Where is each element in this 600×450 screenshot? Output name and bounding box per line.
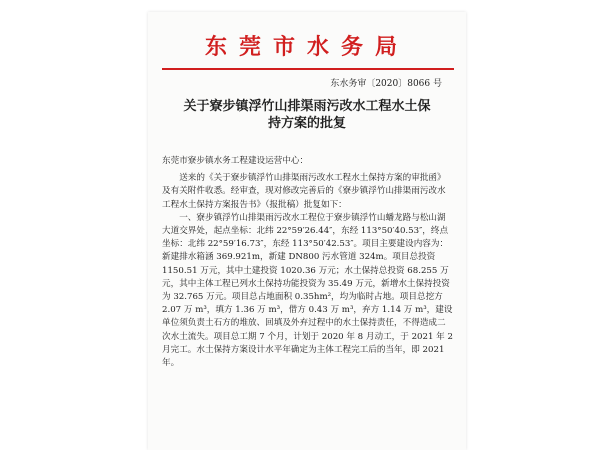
paragraph-project-details: 一、寮步镇浮竹山排渠雨污改水工程位于寮步镇浮竹山蟠龙路与松山湖大道交界处，起点坐标：北纬 22°59′26.44″，东经 113°50′40.53″，终点坐标：北纬 22°59′16.73″，东经 113°50′42.53″。项目主要建设内容为：新建排水箱涵 369.921m，新建 DN800 污水管道 324m。项目总投资 1150.51 万元，其中土建投资 1020.36 万元；水土保持总投资 68.255 万元，其中主体工程已列水土保持功能投资为 35.49 万元，新增水土保持投资为 32.765 万元。项目总占地面积 0.35hm²，均为临时占地。项目总挖方 2.07 万 m³，填方 1.36 万 m³，借方 0.43 万 m³，弃方 1.14 万 m³，建设单位须负责土石方的堆放、回填及外弃过程中的水土保持责任，不得造成二次水土流失。项目总工期 7 个月，计划于 2020 年 8 月动工，于 2021 年 2 月完工。水土保持方案设计水平年确定为主体工程完工后的当年，即 2021 年。 [162, 212, 453, 369]
paragraph-intro: 送来的《关于寮步镇浮竹山排渠雨污改水工程水土保持方案的审批函》及有关附件收悉。经审查，现对修改完善后的《寮步镇浮竹山排渠雨污改水工程水土保持方案报告书》（报批稿）批复如下： [162, 173, 446, 210]
agency-masthead: 东莞市水务局 [204, 35, 409, 60]
document-page [148, 12, 466, 450]
document-title [172, 98, 442, 132]
document-body [162, 155, 454, 370]
document-number: 东水务审〔2020〕8066 号 [330, 79, 442, 89]
title-line-1: 关于寮步镇浮竹山排渠雨污改水工程水土保 [183, 99, 431, 114]
salutation: 东莞市寮步镇水务工程建设运营中心： [162, 156, 309, 166]
title-line-2: 持方案的批复 [267, 116, 346, 131]
red-divider-line [162, 68, 454, 70]
